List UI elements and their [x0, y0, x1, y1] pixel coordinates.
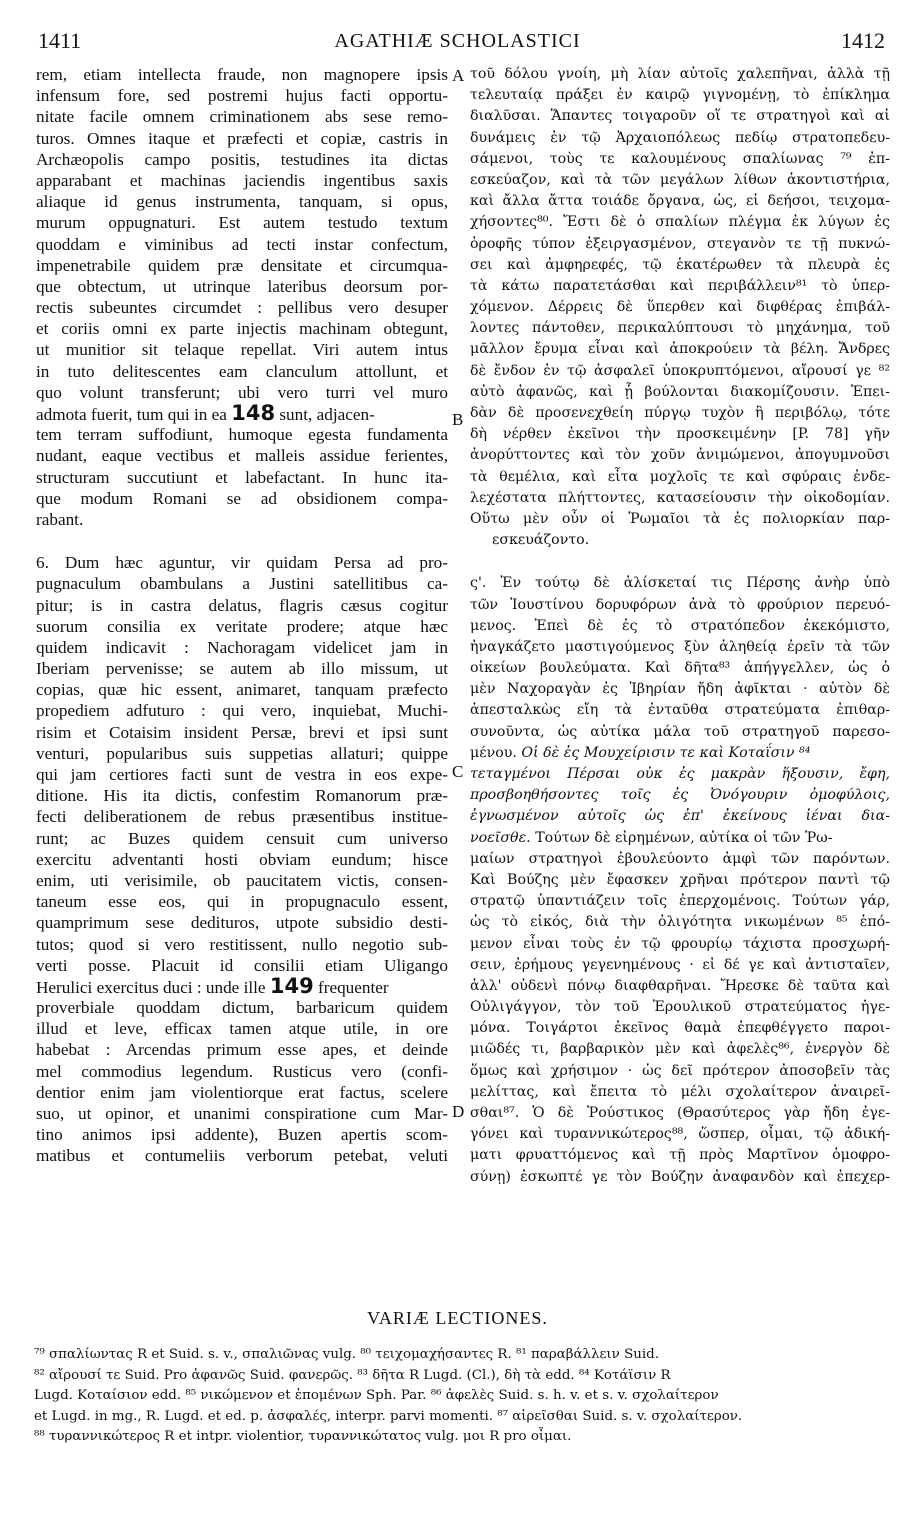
- latin-line: apparabant et machinas jaciendis ingentibus saxis: [36, 170, 448, 190]
- variae-lectiones-notes: [34, 1345, 884, 1448]
- latin-line: [36, 403, 448, 424]
- greek-line: Καὶ Βούζης μὲν ἔφασκεν χρῆναι πρότερον παντὶ τῷ: [470, 871, 890, 888]
- greek-line: ἀλλ' οὐδενὶ πόνῳ διαφθαρῆναι. Ἤρεσκε δὲ ταῦτα καὶ: [470, 977, 890, 994]
- latin-line: qui jam certiores facti sunt de vestra in eos expe-: [36, 765, 448, 784]
- latin-line: habebat : Arcendas primum esse apes, et deinde: [36, 1040, 448, 1060]
- latin-line: tem terram suffodiunt, humoque egesta fundamenta: [36, 425, 448, 445]
- greek-line: μαίων στρατηγοὶ ἐβουλεύοντο ἀμφὶ τῶν παρόντων.: [470, 850, 890, 867]
- greek-line: στρατῷ ὑπαντιάζειν τοῖς ἐπερχομένοις. Τούτων γάρ,: [470, 893, 890, 910]
- variae-lectiones-title: VARIÆ LECTIONES.: [367, 1308, 548, 1328]
- greek-line: σάμενοι, τοὺς τε καλουμένους σπαλίωνας ⁷⁹ ἐπ-: [470, 150, 890, 167]
- latin-text: admota fuerit, tum qui in ea: [36, 405, 232, 424]
- greek-line: δὰν δὲ προσενεχθείη πύργῳ τυχὸν ἢ περιβόλῳ, τότε: [470, 405, 890, 421]
- latin-line: quo volunt transferunt; ubi vero turri vel muro: [36, 382, 448, 402]
- greek-line: χόμενον. Δέρρεις δὲ ὕπερθεν καὶ διφθέρας ἐπιβάλ-: [470, 299, 890, 316]
- variant-reading-line: et Lugd. in mg., R. Lugd. et ed. p. ἀσφαλές, interpr. parvi momenti. ⁸⁷ αἱρεῖσθαι Suid. s. v. σχολαίτερον.: [34, 1408, 743, 1424]
- greek-line: ὀροφῆς τύπον ἐξειργασμένον, στεγανὸν τε τῇ πυκνώ-: [470, 235, 890, 252]
- greek-line: Οὐλιγάγγον, τὸν τοῦ Ἐρουλικοῦ στρατεύματος ἡγε-: [470, 999, 890, 1016]
- right-page-number: 1412: [841, 28, 885, 53]
- greek-line: σειν, ἐρήμους γεγενημένους · εἰ δέ γε καὶ ἀντισταῖεν,: [470, 956, 890, 973]
- greek-line: ματι φρυαττόμενος καὶ τῇ πρὸς Μαρτῖνον ὁμοφρο-: [470, 1147, 890, 1164]
- latin-line: Archæopolis campo positis, testudines ita dictas: [36, 149, 448, 169]
- latin-line: structuram succutiunt et labefactant. In hunc ita-: [36, 467, 448, 487]
- greek-line: ἀνορύττοντες καὶ τὸν χοῦν ἀνιμώμενοι, ἀπογυμνοῦσι: [470, 447, 890, 464]
- latin-column: [36, 64, 448, 1167]
- running-title: AGATHIÆ SCHOLASTICI: [334, 30, 581, 52]
- greek-quoted-speech: Οἱ δὲ ἐς Μουχείρισιν τε καὶ Κοταΐσιν ⁸⁴: [521, 744, 811, 761]
- latin-line: [36, 976, 448, 997]
- greek-line: [470, 743, 890, 764]
- greek-text: Τούτων δὲ εἰρημένων, αὐτίκα οἱ τῶν Ῥω-: [530, 829, 833, 846]
- latin-line: murum oppugnaturi. Est autem testudo textum: [36, 213, 448, 233]
- latin-line: tutos; quod si vero restitissent, nullo negotio sub-: [36, 934, 448, 954]
- variant-reading-line: ⁷⁹ σπαλίωντας R et Suid. s. v., σπαλιῶνας vulg. ⁸⁰ τειχομαχήσαντες R. ⁸¹ παραβάλλειν Suid.: [34, 1347, 659, 1362]
- greek-line: δυνάμεις ἐν τῷ Ἀρχαιοπόλεως πεδίῳ στρατοπεδευ-: [470, 129, 890, 146]
- latin-line: quidem indicavit : Nachoragam videlicet jam in: [36, 637, 448, 657]
- latin-line: nudant, eaque vectibus et malleis assidue ferientes,: [36, 446, 448, 466]
- latin-line: infensum fore, sed postremi hujus facti opportu-: [36, 86, 448, 106]
- page-header: [0, 28, 915, 62]
- latin-line: impenetrabile quidem præ densitate et circumqua-: [36, 255, 448, 275]
- greek-line: [470, 828, 890, 849]
- greek-line: ς'. Ἐν τούτῳ δὲ ἁλίσκεταί τις Πέρσης ἀνὴρ ὑπὸ: [470, 575, 890, 592]
- greek-line: Οὕτω μὲν οὖν οἱ Ῥωμαῖοι τὰ ἐς πολιορκίαν παρ-: [470, 510, 890, 527]
- greek-quoted-speech: τεταγμένοι Πέρσαι οὐκ ἐς μακρὰν ἥξουσιν, ἔφη,: [470, 766, 890, 782]
- greek-line: μενος. Ἐπεὶ δὲ ἐς τὸ στρατόπεδον ἐκεκόμιστο,: [470, 617, 890, 634]
- latin-line: pitur; is in castra delatus, flagris cæsus cogitur: [36, 595, 448, 615]
- greek-line: μενον εἶναι τοὺς ἐν τῷ φρουρίῳ τάχιστα προσχωρή-: [470, 935, 890, 952]
- latin-line: et coriis omni ex parte injectis machinam obtegunt,: [36, 319, 448, 339]
- latin-text: frequenter: [313, 977, 389, 997]
- greek-quoted-speech: προσβοηθήσοντες τοῖς ἐς Ὀνόγουριν ὁμοφύλοις,: [470, 787, 890, 804]
- latin-line: quoddam e viminibus ad tecti instar confectum,: [36, 234, 448, 254]
- greek-line: ὡς τὸ εἰκός, διὰ τὴν ὀλιγότητα νικωμένων ⁸⁵ ἑπό-: [470, 914, 890, 931]
- greek-column: [470, 64, 890, 1188]
- greek-text: μένου.: [470, 744, 522, 761]
- latin-line: suo, ut opinor, et unanimi conspiratione cum Mar-: [36, 1104, 448, 1123]
- latin-text: Herulici exercitus duci : unde ille: [36, 977, 270, 997]
- latin-line: enim, uti verisimile, ob paucitatem victis, consen-: [36, 870, 448, 890]
- greek-line: σθαι⁸⁷. Ὁ δὲ Ῥούστικος (Θρασύτερος γὰρ ἤδη ἐγε-: [470, 1105, 890, 1121]
- greek-line: μελίττας, καὶ ἔπειτα τὸ μέλι σχολαίτερον ἀναιρεῖ-: [470, 1083, 890, 1100]
- greek-line: δὴ νέρθεν ἐκεῖνοι τὴν προσκειμένην [P. 78] γῆν: [470, 426, 890, 443]
- latin-line: runt; ac Buzes quidem censuit cum universo: [36, 828, 448, 848]
- latin-line: mel commodius legendum. Rusticus vero (confi-: [36, 1061, 448, 1081]
- latin-line: rem, etiam intellecta fraude, non magnopere ipsis: [36, 65, 448, 84]
- latin-line: ditione. His ita dictis, confestim Romanorum præ-: [36, 786, 448, 806]
- latin-line: turos. Omnes itaque et præfecti et copiæ, castris in: [36, 128, 448, 148]
- greek-line: τὰ θεμέλια, καὶ εἶτα μοχλοῖς τε καὶ σφύραις ἐνδε-: [470, 468, 890, 485]
- latin-line: copias, quæ hic essent, animaret, tanquam præfecto: [36, 680, 448, 700]
- greek-line: τὰ κάτω παρατετάσθαι καὶ περιβάλλειν⁸¹ τὸ ὑπερ-: [470, 277, 890, 294]
- latin-line: dentior enim jam violentiorque erat factus, scelere: [36, 1082, 448, 1102]
- greek-line: καὶ ἄλλα ἄττα τοιάδε ὄργανα, ὡς, εἰ δεήσοι, τειχομα-: [470, 193, 890, 210]
- latin-line: que obtectum, ut utrinque lateribus deorsum por-: [36, 276, 448, 296]
- column-number-148: 148: [231, 403, 276, 425]
- greek-line: σύνῃ) ἐσκωπτέ γε τὸν Βούζην ἀναφανδὸν καὶ ἐπεχερ-: [470, 1168, 890, 1185]
- greek-quoted-speech: νοεῖσθε.: [470, 829, 531, 846]
- greek-line: δὲ ἔνδον ἐν τῷ ἀσφαλεῖ ὑποκρυπτόμενοι, αἴρουσί γε ⁸²: [470, 362, 890, 379]
- latin-line: 6. Dum hæc aguntur, vir quidam Persa ad pro-: [36, 553, 448, 573]
- latin-line: proverbiale quoddam dictum, barbaricum quidem: [36, 998, 448, 1018]
- latin-line: illud et leve, efficax tamen atque utile, in ore: [36, 1019, 448, 1039]
- latin-line: rectis subeuntes circumdet : pellibus vero desuper: [36, 298, 448, 318]
- section-marker-a: A: [452, 66, 465, 85]
- latin-line: fecti deliberationem de rebus præsentibus institue-: [36, 807, 448, 827]
- latin-line: propediem adfuturo : qui vero, inquiebat, Muchi-: [36, 701, 448, 721]
- greek-line: εσκευάζοντο.: [492, 532, 590, 549]
- latin-line: rabant.: [36, 509, 84, 529]
- latin-line: suorum consilia ex veritate prodere; atque hæc: [36, 616, 448, 636]
- section-marker-c: C: [452, 762, 464, 781]
- latin-line: nitate facile omnem criminationem abs sese remo-: [36, 107, 448, 127]
- greek-line: διαλῦσαι. Ἅπαντες τοιγαροῦν οἵ τε στρατηγοὶ καὶ αἱ: [470, 108, 890, 125]
- latin-line: verti posse. Placuit id consilii etiam Uligango: [36, 955, 448, 975]
- greek-line: αὐτὸ ἀφανῶς, καὶ ᾗ βούλονται διακομίζουσιν. Ἐπει-: [470, 383, 890, 400]
- latin-line: tino animos ipsi addente), Buzen apertis scom-: [36, 1125, 448, 1145]
- variant-reading-line: ⁸² αἴρουσί τε Suid. Pro ἀφανῶς Suid. φανερῶς. ⁸³ δῆτα R Lugd. (Cl.), δὴ τὰ edd. ⁸⁴ Κοτάϊσιν R: [34, 1367, 671, 1383]
- latin-text: sunt, adjacen-: [275, 405, 375, 424]
- greek-line: τῶν Ἰουστίνου δορυφόρων ἀνὰ τὸ φρούριον περευό-: [470, 596, 890, 613]
- greek-line: ὅμως καὶ χρήσιμον · ὡς δεῖ πρότερον ἀποσοβεῖν τὰς: [470, 1062, 890, 1079]
- greek-quoted-speech: ἐγνωσμένον αὐτοῖς ὡς ἐπ' ἐκείνους ἰέναι δια-: [470, 808, 890, 825]
- latin-line: venturi, popularibus suis suppetias allaturi; quippe: [36, 743, 448, 763]
- greek-line: τοῦ δόλου γνοίη, μὴ λίαν αὐτοῖς χαλεπῆναι, ἀλλὰ τῇ: [470, 66, 890, 82]
- greek-line: τελευταίᾳ πράξει ἐν καιρῷ γιγνομένῃ, τὸ ἐπίκλημα: [470, 87, 890, 104]
- left-page-number: 1411: [38, 28, 82, 53]
- column-number-149: 149: [269, 975, 314, 998]
- greek-line: μιῶδές τι, βαρβαρικὸν μὲν καὶ ἀφελὲς⁸⁶, ἐνεργὸν δὲ: [470, 1041, 890, 1058]
- latin-line: pugnaculum obambulans a Justini satellitibus ca-: [36, 574, 448, 594]
- greek-line: ἀπεσταλκὼς εἴη τὰ ἐνταῦθα στρατεύματα ἐπιθαρ-: [470, 702, 890, 719]
- greek-line: εσκεύαζον, καὶ τὰ τῶν μεγάλων λίθων ἀκοντιστήρια,: [470, 171, 890, 188]
- greek-line: μὲν Ναχοραγὰν ἐς Ἰβηρίαν ἤδη ἀφῖκται · αὐτὸν δὲ: [470, 681, 890, 698]
- latin-line: taneum esse eos, qui in propugnaculo essent,: [36, 892, 448, 912]
- greek-line: μᾶλλον ἔρυμα εἶναι καὶ ἀποκρούειν τὰ βέλη. Ἄνδρες: [470, 341, 890, 358]
- greek-line: ἠναγκάζετο μαστιγούμενος ξὺν ἀληθείᾳ ἐρεῖν τὰ τῶν: [470, 638, 890, 655]
- variant-reading-line: ⁸⁸ τυραννικώτερος R et intpr. violentior, τυραννικώτατος vulg. μοι R pro οἶμαι.: [34, 1429, 572, 1444]
- latin-line: Iberiam pervenisse; se autem ab illo missum, ut: [36, 659, 448, 679]
- greek-line: λοντες πάντοθεν, περικαλύπτουσι τὸ μηχάνημα, τοῦ: [470, 320, 890, 337]
- section-marker-d: D: [452, 1102, 465, 1121]
- latin-line: que modum Romani se ad obsidionem compa-: [36, 488, 448, 508]
- latin-line: ut munitior sit telaque repellat. Viri autem intus: [36, 340, 448, 360]
- section-marker-b: B: [452, 410, 464, 429]
- latin-line: risim et Cotaisim insident Persæ, brevi et ipsi sunt: [36, 722, 448, 742]
- latin-line: matibus et contumeliis verborum petebat, veluti: [36, 1146, 448, 1166]
- greek-line: μόνα. Τοιγάρτοι ἐκεῖνος θαμὰ ἐπεφθέγγετο παροι-: [470, 1020, 890, 1037]
- latin-line: exercitu adventanti hosti obviam eundum; hisce: [36, 849, 448, 869]
- greek-line: λεχέστατα πλήττοντες, κατασείουσιν τὴν οἰκοδομίαν.: [470, 489, 890, 506]
- greek-line: σει καὶ ἀμφηρεφές, τῷ ἑκατέρωθεν τὰ πλευρὰ ἐς: [470, 256, 890, 273]
- variant-reading-line: Lugd. Κοταίσιον edd. ⁸⁵ νικώμενον et ἑπομένων Sph. Par. ⁸⁶ ἀφελὲς Suid. s. h. v. et s. v. σχολαίτερον: [34, 1388, 719, 1403]
- greek-line: γόνει καὶ τυραννικώτερος⁸⁸, ὥσπερ, οἶμαι, τῷ ἀδική-: [470, 1126, 890, 1143]
- latin-line: quamprimum sese dedituros, utpote subsidio desti-: [36, 913, 448, 933]
- greek-line: χήσοντες⁸⁰. Ἔστι δὲ ὁ σπαλίων πλέγμα ἐκ λύγων ἐς: [470, 214, 890, 231]
- latin-line: aliaque id genus instrumenta, tanquam, si opus,: [36, 192, 448, 212]
- latin-line: in tuto delitescentes eam clanculum attollunt, et: [36, 361, 448, 381]
- greek-line: οἰκείων βουλεύματα. Καὶ δῆτα⁸³ ἀπήγγελλεν, ὡς ὁ: [470, 660, 890, 677]
- greek-line: συνοῦντα, ὡς αὐτίκα μάλα τοῦ στρατηγοῦ παρεσο-: [470, 723, 890, 740]
